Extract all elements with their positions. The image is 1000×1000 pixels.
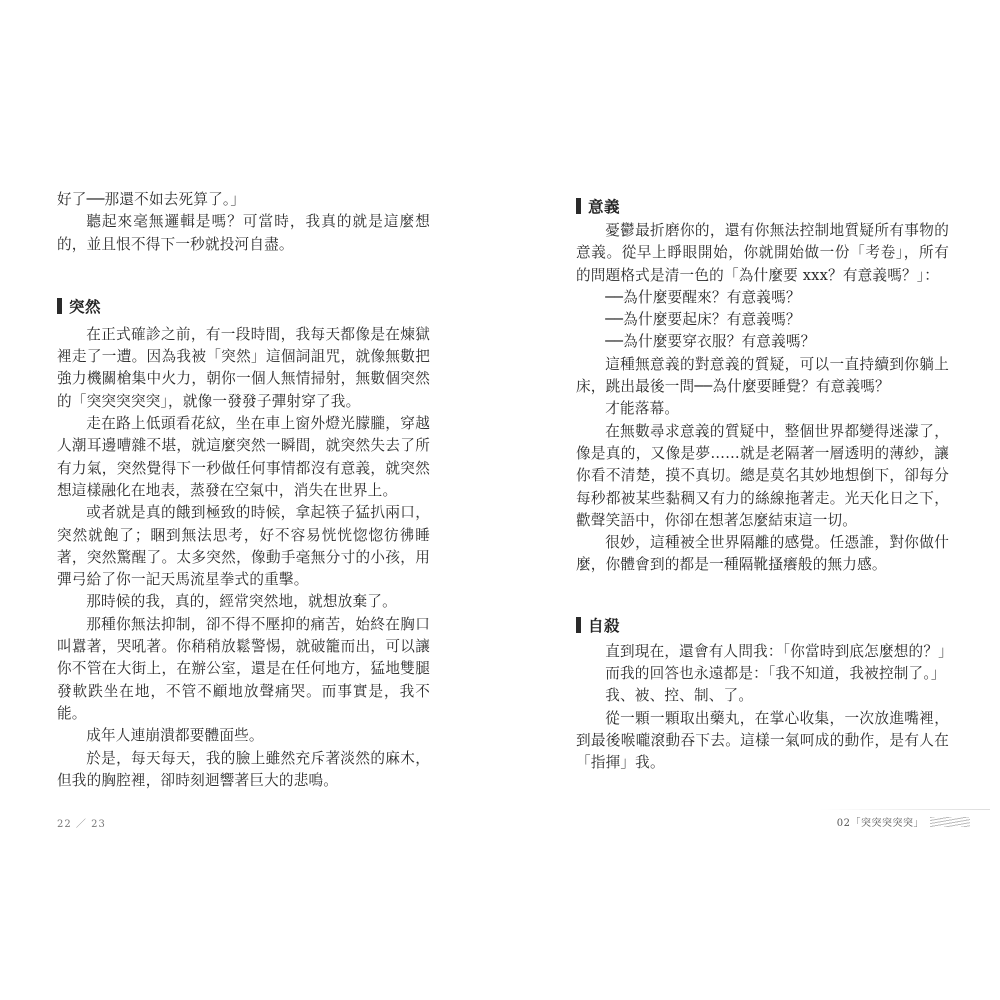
paragraph: 很妙，這種被全世界隔離的感覺。任憑誰，對你做什麼，你體會到的都是一種隔靴搔癢般的無力感。 (576, 534, 949, 574)
decorative-rule (820, 809, 990, 810)
paragraph: 或者就是真的餓到極致的時候，拿起筷子猛扒兩口，突然就飽了；睏到無法思考，好不容易恍恍惚惚彷彿睡著，突然驚醒了。太多突然，像動手毫無分寸的小孩，用彈弓給了你一記天馬流星拳式的重擊。 (57, 504, 430, 589)
paragraph: 憂鬱最折磨你的，還有你無法控制地質疑所有事物的意義。從早上睜眼開始，你就開始做一份「考卷」，所有的問題格式是清一色的「為什麼要 xxx？有意義嗎？」： (576, 222, 949, 284)
paragraph: 直到現在，還會有人問我：「你當時到底怎麼想的？」 (605, 642, 953, 660)
paragraph: 這種無意義的對意義的質疑，可以一直持續到你躺上床，跳出最後一問──為什麼要睡覺？有意義嗎？ (576, 355, 949, 396)
decorative-lines-icon (930, 817, 970, 827)
paragraph: 我、被、控、制、了。 (605, 687, 754, 705)
section-heading-meaning (576, 194, 949, 218)
paragraph: 走在路上低頭看花紋，坐在車上窗外燈光朦朧，穿越人潮耳邊嘈雜不堪，就這麼突然一瞬間，就突然失去了所有力氣，突然覺得下一秒做任何事情都沒有意義，就突然想這樣融化在地表，蒸發在空氣中，消失在世界上。 (57, 415, 430, 499)
paragraph: 而我的回答也永遠都是：「我不知道，我被控制了。」 (605, 665, 946, 683)
section-title: 意義 (588, 198, 621, 216)
paragraph: ──為什麼要起床？有意義嗎？ (605, 311, 801, 329)
section-title: 自殺 (588, 616, 621, 635)
right-text-column (576, 194, 953, 775)
section-title: 突然 (69, 297, 102, 316)
heading-bar-icon (576, 198, 581, 214)
paragraph: 聽起來毫無邏輯是嗎？可當時，我真的就是這麼想的，並且恨不得下一秒就投河自盡。 (57, 213, 430, 253)
section-heading-sudden (57, 294, 430, 318)
paragraph: 在正式確診之前，有一段時間，我每天都像是在煉獄裡走了一遭。因為我被「突然」這個詞詛咒，就像無數把強力機關槍集中火力，朝你一個人無情掃射，無數個突然的「突突突突突」，就像一發發子彈射穿了我。 (57, 325, 430, 410)
paragraph: ──為什麼要穿衣服？有意義嗎？ (605, 333, 816, 351)
paragraph: ──為什麼要醒來？有意義嗎？ (605, 288, 801, 306)
section-heading-suicide (576, 613, 949, 637)
paragraph: 好了──那還不如去死算了。」 (57, 191, 246, 208)
paragraph: 於是，每天每天，我的臉上雖然充斥著淡然的麻木，但我的胸腔裡，卻時刻迴響著巨大的悲鳴。 (57, 749, 430, 789)
chapter-label: 02「突突突突突」 (836, 818, 924, 829)
paragraph: 成年人連崩潰都要體面些。 (86, 727, 264, 745)
page-number-left: 22 ／ 23 (57, 819, 106, 830)
heading-bar-icon (576, 617, 581, 633)
paragraph: 才能落幕。 (605, 400, 680, 418)
paragraph: 那時候的我，真的，經常突然地，就想放棄了。 (86, 593, 397, 611)
left-text-column (57, 189, 430, 792)
paragraph: 那種你無法抑制，卻不得不壓抑的痛苦，始終在胸口叫囂著，哭吼著。你稍稍放鬆警惕，就破籠而出，可以讓你不管在大街上，在辦公室，還是在任何地方，猛地雙腿發軟跌坐在地，不管不顧地放聲痛哭。而事實是，我不能。 (57, 615, 430, 722)
paragraph: 在無數尋求意義的質疑中，整個世界都變得迷濛了，像是真的，又像是夢……就是老隔著一層透明的薄紗，讓你看不清楚，摸不真切。總是莫名其妙地想倒下，卻每分每秒都被某些黏稠又有力的絲線拖著走。光天化日之下，歡聲笑語中，你卻在想著怎麼結束這一切。 (576, 422, 949, 529)
right-page (500, 0, 1000, 1000)
paragraph: 從一顆一顆取出藥丸，在掌心收集，一次放進嘴裡，到最後喉嚨滾動吞下去。這樣一氣呵成的動作，是有人在「指揮」我。 (576, 709, 949, 772)
heading-bar-icon (57, 298, 62, 314)
chapter-folio (837, 814, 970, 829)
